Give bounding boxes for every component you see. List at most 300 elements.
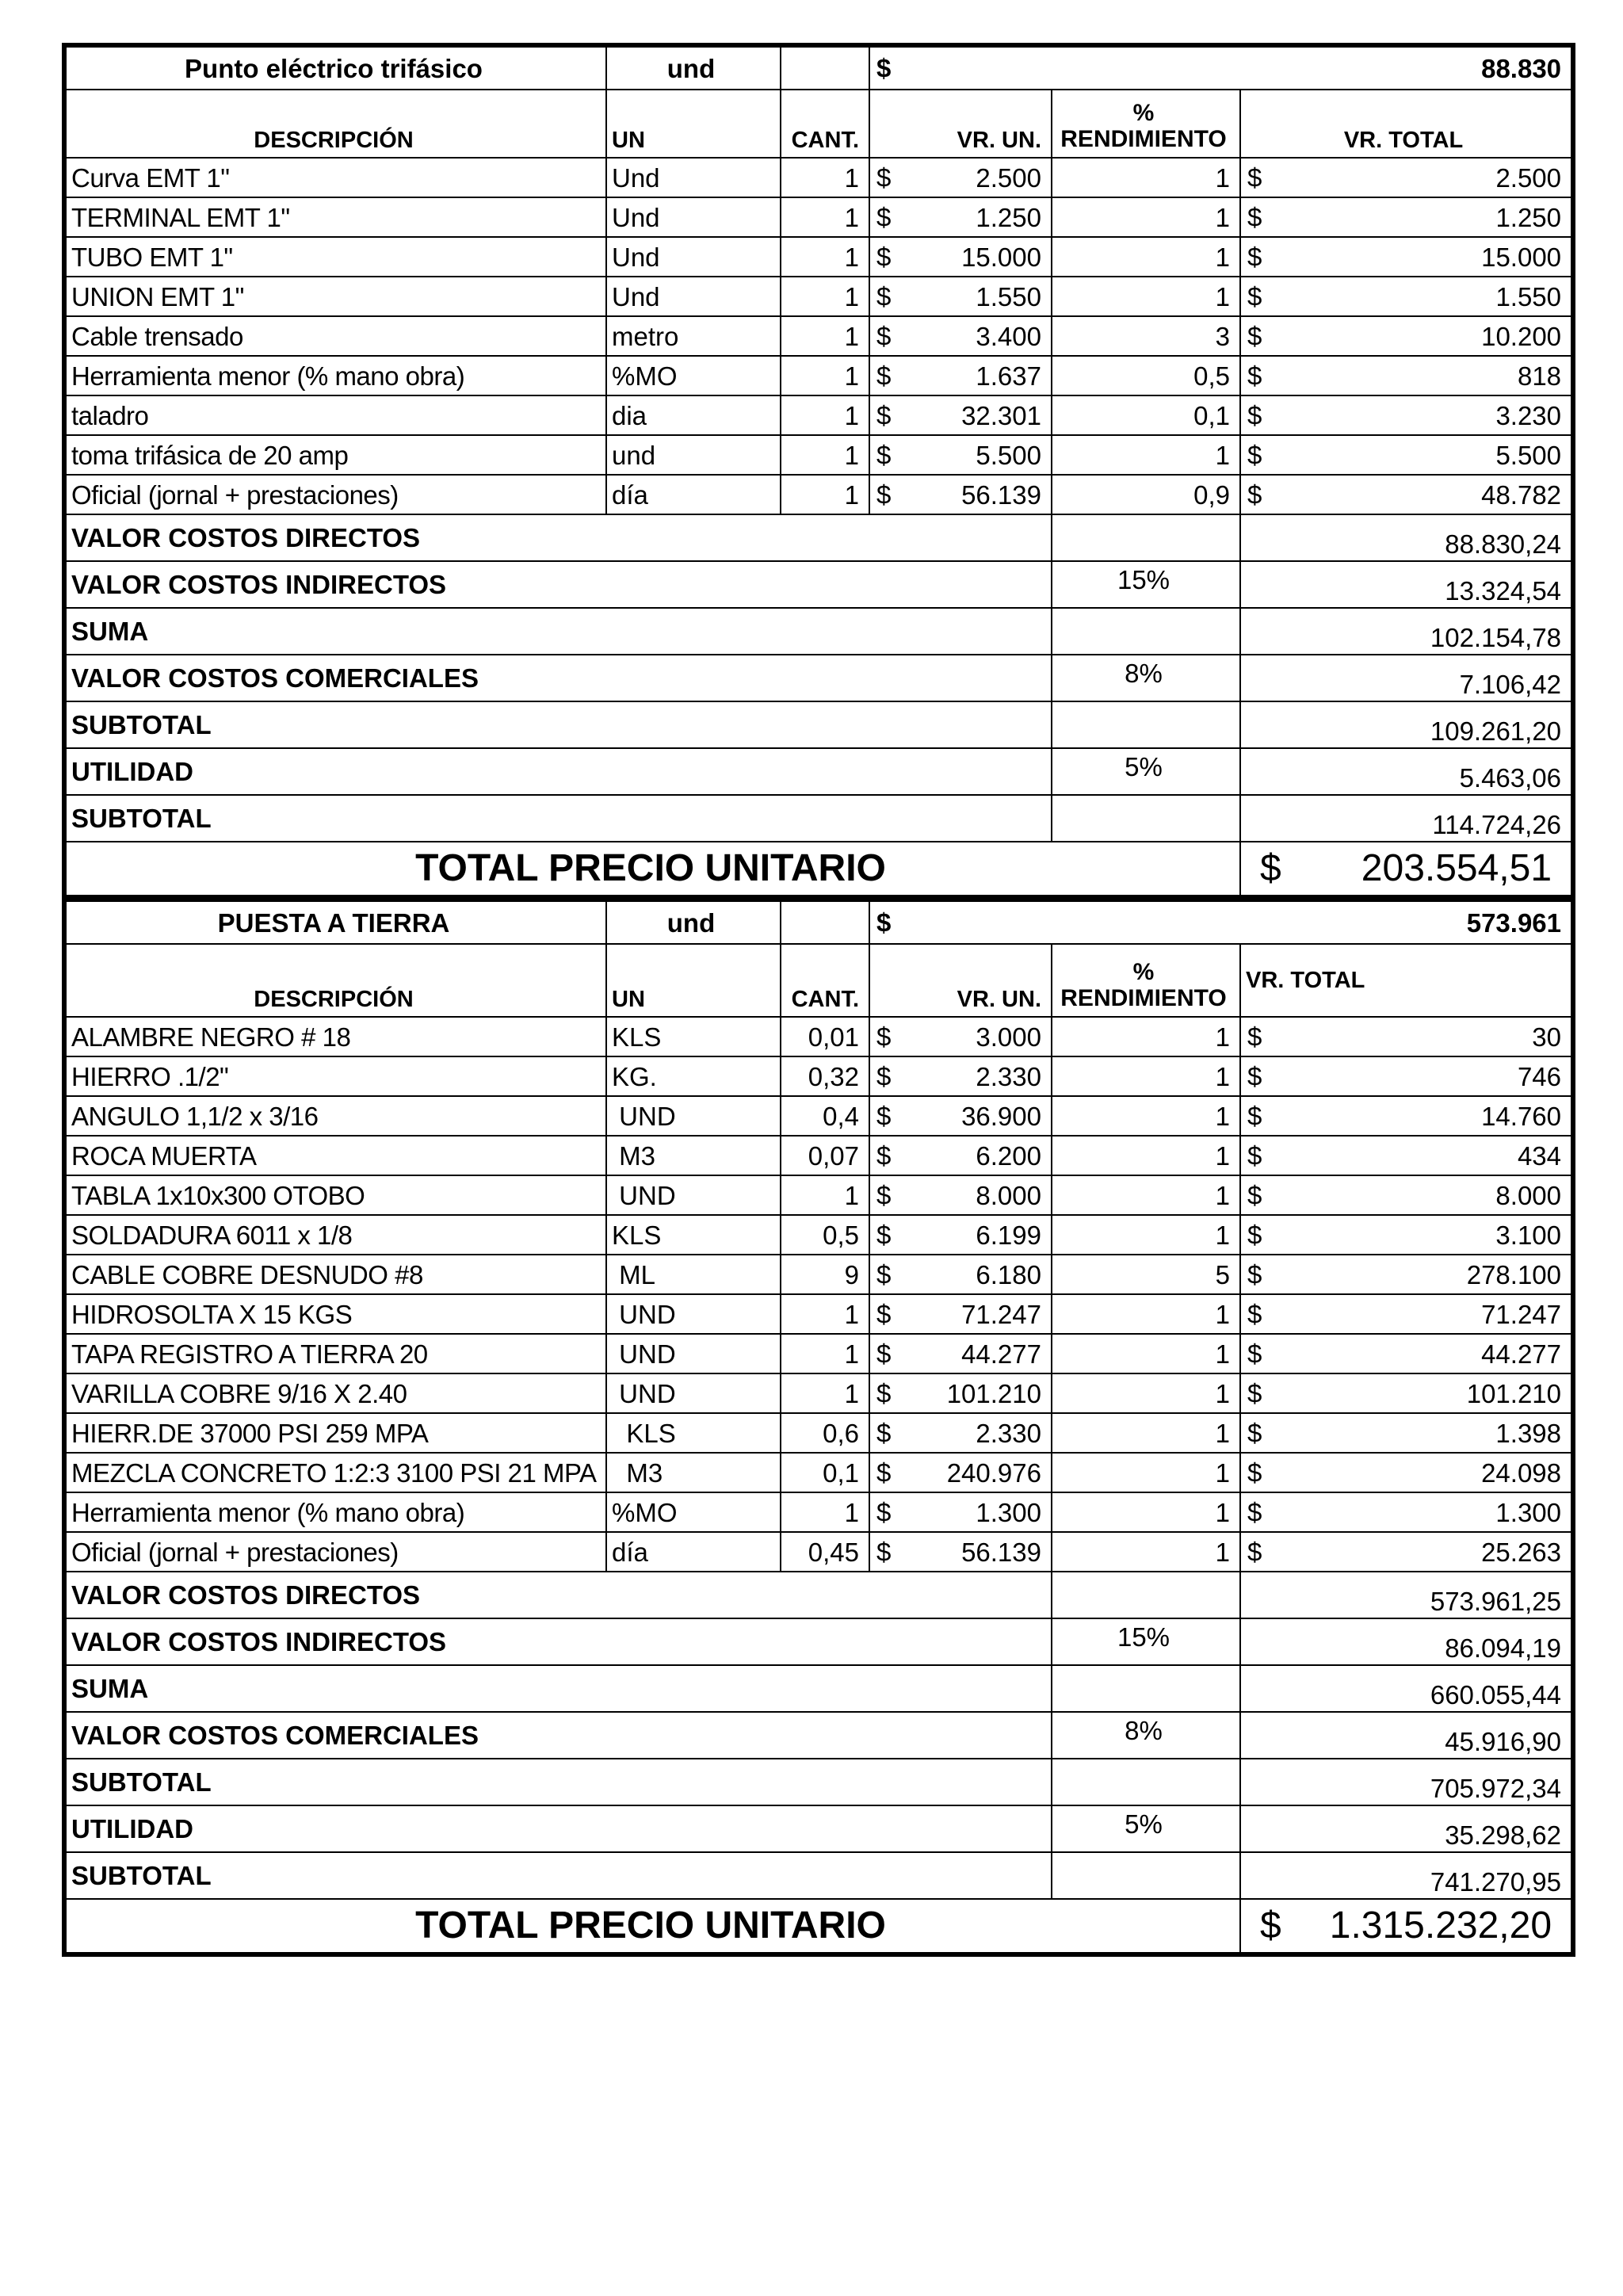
row-quantity: 1 [781,475,869,514]
currency-symbol: $ [876,1339,892,1369]
item-header-row [64,45,1573,90]
summary-row [64,795,1573,842]
row-unit: UND [606,1096,781,1136]
row-description: Oficial (jornal + prestaciones) [64,475,606,514]
table-row [64,1175,1573,1215]
currency-symbol: $ [1247,1220,1262,1250]
col-yield-pct: % [1132,959,1155,985]
row-unit: KLS [606,1413,781,1453]
row-total: $ 101.210 [1240,1373,1573,1413]
col-yield-label: RENDIMIENTO [1060,985,1227,1011]
row-quantity: 1 [781,1492,869,1532]
summary-label: SUBTOTAL [64,1759,1052,1805]
summary-percent: 8% [1052,1712,1240,1759]
row-description: toma trifásica de 20 amp [64,435,606,475]
row-unit-value: $ 56.139 [869,475,1052,514]
summary-row [64,1712,1573,1759]
summary-percent [1052,1572,1240,1618]
item-header-row [64,900,1573,944]
summary-percent [1052,1665,1240,1712]
summary-percent [1052,514,1240,561]
row-unit-value: $ 3.400 [869,316,1052,356]
row-unit-value: $ 32.301 [869,395,1052,435]
table-row [64,1492,1573,1532]
currency-symbol: $ [876,1259,892,1289]
summary-percent [1052,1852,1240,1899]
summary-label: VALOR COSTOS INDIRECTOS [64,1618,1052,1665]
col-total-value: VR. TOTAL [1240,944,1573,1017]
currency-symbol: $ [1247,1457,1262,1488]
row-total: $ 10.200 [1240,316,1573,356]
currency-symbol: $ [876,1022,892,1052]
total-value: 203.554,51 [1361,847,1552,889]
table-row [64,1453,1573,1492]
table-row [64,356,1573,395]
row-quantity: 0,6 [781,1413,869,1453]
currency-symbol: $ [876,1220,892,1250]
summary-value: 45.916,90 [1240,1712,1573,1759]
table-row [64,1215,1573,1255]
col-yield [1052,944,1240,1017]
row-total: $ 1.250 [1240,197,1573,237]
row-total: $ 3.230 [1240,395,1573,435]
item-unit: und [606,45,781,90]
row-description: Curva EMT 1" [64,158,606,197]
currency-symbol: $ [1247,440,1262,470]
row-total: $ 30 [1240,1017,1573,1056]
empty-cell [781,900,869,944]
col-unit-value: VR. UN. [869,90,1052,158]
summary-row [64,1805,1573,1852]
summary-percent: 15% [1052,561,1240,608]
row-unit-value: $ 6.200 [869,1136,1052,1175]
summary-label: UTILIDAD [64,1805,1052,1852]
summary-label: SUMA [64,608,1052,655]
summary-percent: 5% [1052,748,1240,795]
summary-percent: 15% [1052,1618,1240,1665]
row-unit-value: $ 240.976 [869,1453,1052,1492]
table-row [64,316,1573,356]
row-unit: UND [606,1373,781,1413]
row-yield: 0,1 [1052,395,1240,435]
row-total: $ 2.500 [1240,158,1573,197]
summary-row [64,514,1573,561]
item-value: 88.830 [1481,53,1562,83]
currency-symbol: $ [876,479,892,510]
summary-value: 109.261,20 [1240,701,1573,748]
row-yield: 1 [1052,1017,1240,1056]
row-yield: 1 [1052,1334,1240,1373]
row-unit: Und [606,158,781,197]
table-row [64,197,1573,237]
summary-percent: 5% [1052,1805,1240,1852]
currency-symbol: $ [1260,847,1281,889]
column-header-row [64,944,1573,1017]
summary-label: VALOR COSTOS COMERCIALES [64,1712,1052,1759]
col-unit: UN [606,90,781,158]
row-total: $ 1.550 [1240,277,1573,316]
summary-row [64,1572,1573,1618]
row-unit-value: $ 3.000 [869,1017,1052,1056]
currency-symbol: $ [876,1378,892,1408]
summary-percent [1052,608,1240,655]
col-yield-pct: % [1132,100,1155,126]
row-total: $ 434 [1240,1136,1573,1175]
row-unit-value: $ 1.300 [869,1492,1052,1532]
row-yield: 1 [1052,1096,1240,1136]
currency-symbol: $ [1247,1259,1262,1289]
row-unit-value: $ 2.330 [869,1056,1052,1096]
row-total: $ 818 [1240,356,1573,395]
summary-value: 35.298,62 [1240,1805,1573,1852]
row-unit: M3 [606,1136,781,1175]
row-quantity: 0,07 [781,1136,869,1175]
currency-symbol: $ [876,1140,892,1171]
col-yield-label: RENDIMIENTO [1060,126,1227,152]
row-yield: 1 [1052,197,1240,237]
summary-row [64,748,1573,795]
currency-symbol: $ [1247,400,1262,430]
row-unit: metro [606,316,781,356]
row-total: $ 3.100 [1240,1215,1573,1255]
row-description: ANGULO 1,1/2 x 3/16 [64,1096,606,1136]
currency-symbol: $ [1247,1180,1262,1210]
currency-symbol: $ [1247,281,1262,311]
row-unit: KLS [606,1017,781,1056]
row-total: $ 1.398 [1240,1413,1573,1453]
table-row [64,1056,1573,1096]
summary-value: 88.830,24 [1240,514,1573,561]
item-title: Punto eléctrico trifásico [64,45,606,90]
row-description: Oficial (jornal + prestaciones) [64,1532,606,1572]
item-value-cell [869,900,1573,944]
row-quantity: 9 [781,1255,869,1294]
row-description: SOLDADURA 6011 x 1/8 [64,1215,606,1255]
currency-symbol: $ [876,1299,892,1329]
currency-symbol: $ [876,1418,892,1448]
table-row [64,158,1573,197]
row-description: HIERR.DE 37000 PSI 259 MPA [64,1413,606,1453]
table-row [64,1096,1573,1136]
row-yield: 1 [1052,1373,1240,1413]
row-unit: día [606,1532,781,1572]
row-yield: 1 [1052,1175,1240,1215]
currency-symbol: $ [876,281,892,311]
row-yield: 1 [1052,158,1240,197]
row-description: TAPA REGISTRO A TIERRA 20 [64,1334,606,1373]
currency-symbol: $ [876,321,892,351]
summary-label: VALOR COSTOS DIRECTOS [64,1572,1052,1618]
item-value: 573.961 [1466,907,1562,938]
summary-percent: 8% [1052,655,1240,701]
row-total: $ 5.500 [1240,435,1573,475]
summary-percent [1052,795,1240,842]
row-unit-value: $ 6.199 [869,1215,1052,1255]
row-quantity: 1 [781,1334,869,1373]
row-yield: 1 [1052,1056,1240,1096]
row-unit: UND [606,1294,781,1334]
row-yield: 0,5 [1052,356,1240,395]
currency-symbol: $ [1247,1101,1262,1131]
summary-value: 7.106,42 [1240,655,1573,701]
apu-table [62,897,1575,1957]
summary-label: UTILIDAD [64,748,1052,795]
row-total: $ 8.000 [1240,1175,1573,1215]
row-unit: und [606,435,781,475]
summary-value: 114.724,26 [1240,795,1573,842]
row-total: $ 1.300 [1240,1492,1573,1532]
item-title: PUESTA A TIERRA [64,900,606,944]
row-quantity: 0,5 [781,1215,869,1255]
summary-label: SUBTOTAL [64,795,1052,842]
col-yield [1052,90,1240,158]
row-description: HIDROSOLTA X 15 KGS [64,1294,606,1334]
row-description: HIERRO .1/2" [64,1056,606,1096]
currency-symbol: $ [1260,1904,1281,1946]
currency-symbol: $ [1247,1378,1262,1408]
summary-row [64,1665,1573,1712]
summary-label: SUBTOTAL [64,701,1052,748]
row-quantity: 0,01 [781,1017,869,1056]
summary-percent [1052,1759,1240,1805]
row-unit-value: $ 1.550 [869,277,1052,316]
row-quantity: 1 [781,435,869,475]
row-quantity: 1 [781,1294,869,1334]
summary-row [64,1852,1573,1899]
row-description: TABLA 1x10x300 OTOBO [64,1175,606,1215]
summary-label: VALOR COSTOS INDIRECTOS [64,561,1052,608]
row-unit: UND [606,1334,781,1373]
table-row [64,1334,1573,1373]
row-total: $ 24.098 [1240,1453,1573,1492]
row-unit-value: $ 8.000 [869,1175,1052,1215]
row-quantity: 1 [781,395,869,435]
row-total: $ 25.263 [1240,1532,1573,1572]
item-value-cell [869,45,1573,90]
currency-symbol: $ [876,53,892,83]
currency-symbol: $ [876,440,892,470]
row-yield: 1 [1052,1413,1240,1453]
summary-row [64,561,1573,608]
row-description: ROCA MUERTA [64,1136,606,1175]
total-label: TOTAL PRECIO UNITARIO [64,842,1240,897]
row-yield: 5 [1052,1255,1240,1294]
currency-symbol: $ [1247,479,1262,510]
row-quantity: 0,45 [781,1532,869,1572]
row-total: $ 44.277 [1240,1334,1573,1373]
row-quantity: 0,1 [781,1453,869,1492]
summary-row [64,701,1573,748]
row-description: Herramienta menor (% mano obra) [64,1492,606,1532]
currency-symbol: $ [1247,361,1262,391]
table-row [64,1017,1573,1056]
total-value: 1.315.232,20 [1329,1904,1552,1946]
row-total: $ 71.247 [1240,1294,1573,1334]
row-quantity: 1 [781,1373,869,1413]
row-description: UNION EMT 1" [64,277,606,316]
row-unit-value: $ 15.000 [869,237,1052,277]
currency-symbol: $ [876,1497,892,1527]
summary-value: 705.972,34 [1240,1759,1573,1805]
currency-symbol: $ [1247,1537,1262,1567]
currency-symbol: $ [1247,1061,1262,1091]
row-unit: KG. [606,1056,781,1096]
summary-value: 102.154,78 [1240,608,1573,655]
row-quantity: 1 [781,237,869,277]
summary-row [64,655,1573,701]
row-unit: Und [606,237,781,277]
col-description: DESCRIPCIÓN [64,90,606,158]
row-quantity: 0,4 [781,1096,869,1136]
currency-symbol: $ [1247,242,1262,272]
currency-symbol: $ [1247,162,1262,193]
row-unit: KLS [606,1215,781,1255]
currency-symbol: $ [876,1061,892,1091]
summary-row [64,608,1573,655]
row-description: TUBO EMT 1" [64,237,606,277]
currency-symbol: $ [876,1101,892,1131]
currency-symbol: $ [876,1457,892,1488]
empty-cell [781,45,869,90]
currency-symbol: $ [1247,202,1262,232]
row-description: taladro [64,395,606,435]
table-row [64,1413,1573,1453]
row-unit-value: $ 1.250 [869,197,1052,237]
row-yield: 1 [1052,237,1240,277]
summary-label: SUMA [64,1665,1052,1712]
row-quantity: 1 [781,356,869,395]
row-total: $ 746 [1240,1056,1573,1096]
row-quantity: 0,32 [781,1056,869,1096]
row-quantity: 1 [781,1175,869,1215]
currency-symbol: $ [876,202,892,232]
total-value-cell [1240,1899,1573,1954]
summary-value: 86.094,19 [1240,1618,1573,1665]
table-row [64,1373,1573,1413]
row-unit-value: $ 44.277 [869,1334,1052,1373]
row-unit: dia [606,395,781,435]
row-yield: 1 [1052,435,1240,475]
row-unit-value: $ 36.900 [869,1096,1052,1136]
total-row [64,842,1573,897]
currency-symbol: $ [876,1537,892,1567]
table-row [64,395,1573,435]
currency-symbol: $ [876,162,892,193]
table-row [64,1255,1573,1294]
row-yield: 1 [1052,277,1240,316]
table-row [64,237,1573,277]
row-unit-value: $ 2.500 [869,158,1052,197]
row-unit: día [606,475,781,514]
row-yield: 0,9 [1052,475,1240,514]
row-total: $ 48.782 [1240,475,1573,514]
row-quantity: 1 [781,277,869,316]
summary-value: 5.463,06 [1240,748,1573,795]
apu-table [62,43,1575,900]
row-description: CABLE COBRE DESNUDO #8 [64,1255,606,1294]
table-row [64,1532,1573,1572]
summary-percent [1052,701,1240,748]
summary-value: 573.961,25 [1240,1572,1573,1618]
table-row [64,475,1573,514]
row-unit: Und [606,277,781,316]
total-row [64,1899,1573,1954]
row-description: VARILLA COBRE 9/16 X 2.40 [64,1373,606,1413]
row-unit: M3 [606,1453,781,1492]
summary-label: VALOR COSTOS COMERCIALES [64,655,1052,701]
column-header-row [64,90,1573,158]
table-row [64,435,1573,475]
currency-symbol: $ [876,242,892,272]
row-quantity: 1 [781,316,869,356]
currency-symbol: $ [876,361,892,391]
row-yield: 1 [1052,1532,1240,1572]
row-total: $ 14.760 [1240,1096,1573,1136]
summary-label: VALOR COSTOS DIRECTOS [64,514,1052,561]
table-row [64,1294,1573,1334]
row-total: $ 15.000 [1240,237,1573,277]
table-row [64,277,1573,316]
row-unit: %MO [606,356,781,395]
row-unit-value: $ 5.500 [869,435,1052,475]
summary-row [64,1759,1573,1805]
currency-symbol: $ [1247,1022,1262,1052]
row-unit-value: $ 56.139 [869,1532,1052,1572]
summary-value: 741.270,95 [1240,1852,1573,1899]
row-unit-value: $ 71.247 [869,1294,1052,1334]
row-unit: %MO [606,1492,781,1532]
currency-symbol: $ [876,400,892,430]
row-quantity: 1 [781,158,869,197]
item-unit: und [606,900,781,944]
col-description: DESCRIPCIÓN [64,944,606,1017]
col-quantity: CANT. [781,944,869,1017]
currency-symbol: $ [1247,1339,1262,1369]
table-row [64,1136,1573,1175]
row-yield: 1 [1052,1215,1240,1255]
summary-row [64,1618,1573,1665]
row-yield: 1 [1052,1294,1240,1334]
summary-value: 660.055,44 [1240,1665,1573,1712]
col-quantity: CANT. [781,90,869,158]
row-total: $ 278.100 [1240,1255,1573,1294]
currency-symbol: $ [876,907,892,938]
row-unit: ML [606,1255,781,1294]
row-yield: 1 [1052,1453,1240,1492]
row-description: Herramienta menor (% mano obra) [64,356,606,395]
row-unit-value: $ 6.180 [869,1255,1052,1294]
currency-symbol: $ [1247,1497,1262,1527]
row-unit-value: $ 1.637 [869,356,1052,395]
row-unit: Und [606,197,781,237]
summary-label: SUBTOTAL [64,1852,1052,1899]
currency-symbol: $ [1247,321,1262,351]
row-description: Cable trensado [64,316,606,356]
row-unit-value: $ 101.210 [869,1373,1052,1413]
total-label: TOTAL PRECIO UNITARIO [64,1899,1240,1954]
col-total-value: VR. TOTAL [1240,90,1573,158]
summary-value: 13.324,54 [1240,561,1573,608]
row-unit-value: $ 2.330 [869,1413,1052,1453]
col-unit: UN [606,944,781,1017]
row-yield: 1 [1052,1136,1240,1175]
currency-symbol: $ [1247,1140,1262,1171]
row-description: ALAMBRE NEGRO # 18 [64,1017,606,1056]
col-unit-value: VR. UN. [869,944,1052,1017]
row-quantity: 1 [781,197,869,237]
currency-symbol: $ [1247,1299,1262,1329]
currency-symbol: $ [876,1180,892,1210]
